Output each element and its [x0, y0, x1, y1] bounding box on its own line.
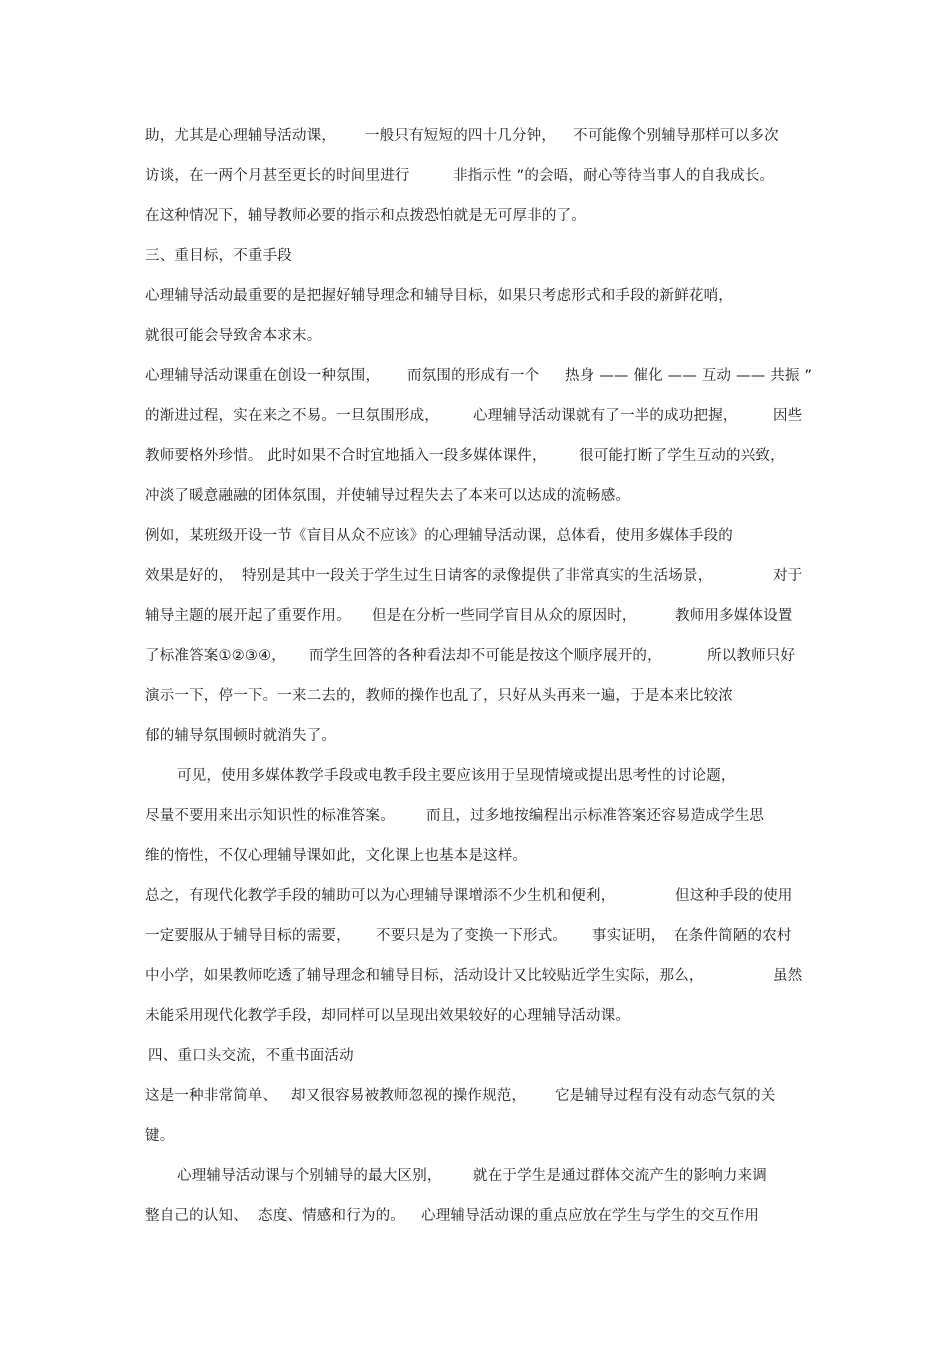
text-segment: 特别是其中一段关于学生过生日请客的录像提供了非常真实的生活场景，: [242, 568, 713, 584]
text-segment: 整自己的认知、: [145, 1208, 248, 1224]
text-segment: 在这种情况下，辅导教师必要的指示和点拨恐怕就是无可厚非的了。: [145, 208, 586, 224]
text-segment: 助，尤其是心理辅导活动课，: [145, 128, 337, 144]
text-segment: 就很可能会导致舍本求末。: [145, 328, 322, 344]
text-segment: 就在于学生是通过群体交流产生的影响力来调: [473, 1168, 767, 1184]
text-segment: 它是辅导过程有没有动态气氛的关: [555, 1088, 776, 1104]
text-segment: 在条件简陋的农村: [674, 928, 792, 944]
text-segment: 尽量不要用来出示知识性的标准答案。: [145, 808, 395, 824]
text-segment: 心理辅导活动课重在创设一种氛围，: [145, 368, 381, 384]
text-segment: 态度、情感和行为的。: [258, 1208, 405, 1224]
text-segment: 三、重目标，不重手段: [145, 248, 292, 264]
text-segment: 虽然: [773, 968, 803, 984]
text-segment: 冲淡了暖意融融的团体氛围，并使辅导过程失去了本来可以达成的流畅感。: [145, 488, 631, 504]
text-segment: 但这种手段的使用: [675, 888, 793, 904]
text-segment: 很可能打断了学生互动的兴致，: [579, 448, 785, 464]
text-segment: 一般只有短短的四十几分钟，: [365, 128, 557, 144]
text-segment: 演示一下，停一下。一来二去的，教师的操作也乱了，只好从头再来一遍，于是本来比较浓: [145, 688, 733, 704]
text-segment: 所以教师只好: [707, 648, 796, 664]
text-segment: 教师要格外珍惜。 此时如果不合时宜地插入一段多媒体课件，: [145, 448, 547, 464]
text-segment: 辅导主题的展开起了重要作用。: [145, 608, 351, 624]
text-segment: 四、重口头交流，不重书面活动: [148, 1048, 354, 1064]
text-segment: 不要只是为了变换一下形式。: [376, 928, 568, 944]
text-segment: 心理辅导活动课与个别辅导的最大区别，: [177, 1168, 442, 1184]
text-segment: 对于: [773, 568, 803, 584]
text-segment: 总之，有现代化教学手段的辅助可以为心理辅导课增添不少生机和便利，: [145, 888, 616, 904]
text-segment: 一定要服从于辅导目标的需要，: [145, 928, 351, 944]
text-segment: 而学生回答的各种看法却不可能是按这个顺序展开的，: [309, 648, 662, 664]
text-segment: 这是一种非常简单、: [145, 1088, 278, 1104]
text-segment: 可见，使用多媒体教学手段或电教手段主要应该用于呈现情境或提出思考性的讨论题，: [177, 768, 736, 784]
text-segment: 而且，过多地按编程出示标准答案还容易造成学生思: [426, 808, 765, 824]
text-segment: 的渐进过程，实在来之不易。一旦氛围形成，: [145, 408, 439, 424]
text-segment: 效果是好的，: [145, 568, 234, 584]
text-segment: 但是在分析一些同学盲目从众的原因时，: [372, 608, 637, 624]
text-segment: 热身 —— 催化 —— 互动 —— 共振 ”: [565, 368, 813, 384]
text-segment: 心理辅导活动最重要的是把握好辅导理念和辅导目标，如果只考虑形式和手段的新鲜花哨，: [145, 288, 733, 304]
text-segment: 未能采用现代化教学手段，却同样可以呈现出效果较好的心理辅导活动课。: [145, 1008, 631, 1024]
text-segment: 因些: [773, 408, 803, 424]
text-segment: 心理辅导活动课的重点应放在学生与学生的交互作用: [421, 1208, 760, 1224]
text-segment: 教师用多媒体设置: [675, 608, 793, 624]
text-segment: 键。: [145, 1128, 175, 1144]
text-segment: 而氛围的形成有一个: [407, 368, 540, 384]
text-segment: 例如，某班级开设一节《盲目从众不应该》的心理辅导活动课，总体看，使用多媒体手段的: [145, 528, 733, 544]
text-segment: 访谈，在一两个月甚至更长的时间里进行: [145, 168, 410, 184]
text-segment: 了标准答案①②③④，: [145, 648, 286, 664]
text-segment: 不可能像个别辅导那样可以多次: [573, 128, 779, 144]
text-segment: 却又很容易被教师忽视的操作规范，: [291, 1088, 527, 1104]
text-segment: 非指示性 ”的会晤，耐心等待当事人的自我成长。: [453, 168, 775, 184]
text-segment: 郁的辅导氛围顿时就消失了。: [145, 728, 337, 744]
text-segment: 维的惰性，不仅心理辅导课如此，文化课上也基本是这样。: [145, 848, 528, 864]
text-segment: 中小学，如果教师吃透了辅导理念和辅导目标，活动设计又比较贴近学生实际，那么，: [145, 968, 704, 984]
text-segment: 事实证明，: [592, 928, 666, 944]
text-segment: 心理辅导活动课就有了一半的成功把握，: [473, 408, 738, 424]
